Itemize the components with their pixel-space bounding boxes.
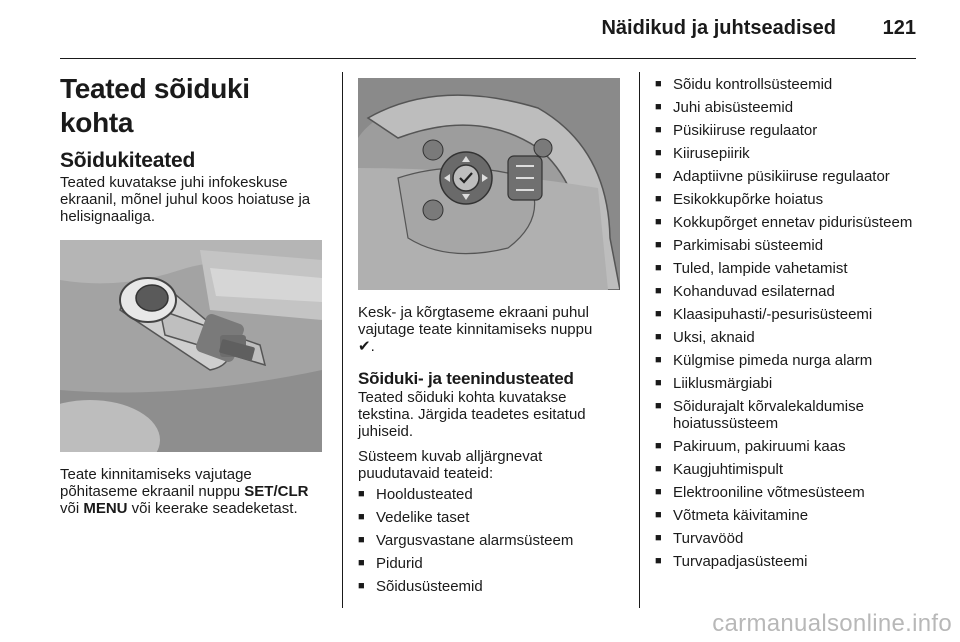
message-list-part1 bbox=[358, 486, 626, 595]
list-item: ■ Pakiruum, pakiruumi kaas bbox=[655, 438, 923, 455]
list-item: ■ Kiirusepiirik bbox=[655, 145, 923, 162]
list-item: ■ Külgmise pimeda nurga alarm bbox=[655, 352, 923, 369]
menu-button-label: MENU bbox=[83, 500, 128, 517]
list-item: ■ Vedelike taset bbox=[358, 509, 626, 526]
list-item: ■ Pidurid bbox=[358, 555, 626, 572]
column-divider-1 bbox=[342, 72, 343, 608]
list-item: ■ Juhi abisüsteemid bbox=[655, 99, 923, 116]
list-item: ■ Klaasipuhasti/-pesurisüsteemi bbox=[655, 306, 923, 323]
list-item: ■ Esikokkupõrke hoiatus bbox=[655, 191, 923, 208]
chapter-title: Näidikud ja juhtseadised bbox=[601, 17, 836, 39]
list-item: ■ Uksi, aknaid bbox=[655, 329, 923, 346]
paragraph-system-displays: Süsteem kuvab alljärgnevat puudutavaid teateid: bbox=[358, 448, 543, 482]
column-1 bbox=[60, 72, 328, 517]
list-item: ■ Vargusvastane alarmsüsteem bbox=[358, 532, 626, 549]
column-3 bbox=[655, 76, 923, 576]
page-number: 121 bbox=[882, 17, 916, 39]
list-item: ■ Võtmeta käivitamine bbox=[655, 507, 923, 524]
column-divider-2 bbox=[639, 72, 640, 608]
section-title: Teated sõiduki kohta bbox=[60, 73, 250, 138]
list-item: ■ Adaptiivne püsikiiruse regulaator bbox=[655, 168, 923, 185]
list-item: ■ Kaugjuhtimispult bbox=[655, 461, 923, 478]
list-item: ■ Turvapadjasüsteemi bbox=[655, 553, 923, 570]
message-list-part2 bbox=[655, 76, 923, 570]
list-item: ■ Parkimisabi süsteemid bbox=[655, 237, 923, 254]
watermark-text: carmanualsonline.info bbox=[712, 610, 952, 637]
column-2 bbox=[358, 72, 626, 601]
stalk-switch-illustration bbox=[60, 240, 322, 452]
list-item: ■ Tuled, lampide vahetamist bbox=[655, 260, 923, 277]
page-header bbox=[0, 0, 960, 60]
list-item: ■ Elektrooniline võtmesüsteem bbox=[655, 484, 923, 501]
figure-caption-2: Kesk- ja kõrgtaseme ekraani puhul vajutage teate kinnitamiseks nuppu ✔. bbox=[358, 304, 593, 355]
checkmark-icon: ✔ bbox=[358, 338, 371, 355]
list-item: ■ Turvavööd bbox=[655, 530, 923, 547]
subheading-vehicle-messages: Sõidukiteated bbox=[60, 149, 196, 172]
list-item: ■ Sõidurajalt kõrvalekaldumise hoiatussüsteem bbox=[655, 398, 923, 432]
list-item: ■ Sõidu kontrollsüsteemid bbox=[655, 76, 923, 93]
list-item: ■ Sõidusüsteemid bbox=[358, 578, 626, 595]
steering-wheel-drawing bbox=[358, 78, 620, 290]
list-item: ■ Kokkupõrget ennetav pidurisüsteem bbox=[655, 214, 923, 231]
stalk-switch-drawing bbox=[60, 240, 322, 452]
list-item: ■ Liiklusmärgiabi bbox=[655, 375, 923, 392]
steering-wheel-illustration bbox=[358, 78, 620, 290]
subheading-vehicle-service-messages: Sõiduki- ja teenindusteated bbox=[358, 369, 574, 388]
intro-paragraph: Teated kuvatakse juhi infokeskuse ekraanil, mõnel juhul koos hoiatuse ja helisignaaliga. bbox=[60, 174, 311, 225]
paragraph-vehicle-messages: Teated sõiduki kohta kuvatakse tekstina. Järgida teadetes esitatud juhiseid. bbox=[358, 389, 586, 440]
list-item: ■ Püsikiiruse regulaator bbox=[655, 122, 923, 139]
list-item: ■ Kohanduvad esilaternad bbox=[655, 283, 923, 300]
header-divider bbox=[60, 58, 916, 59]
figure-caption-1: Teate kinnitamiseks vajutage põhitaseme ekraanil nuppu SET/CLR või MENU või keerake seadeketast. bbox=[60, 466, 309, 517]
list-item: ■ Hooldusteated bbox=[358, 486, 626, 503]
set-clr-button-label: SET/CLR bbox=[244, 483, 309, 500]
